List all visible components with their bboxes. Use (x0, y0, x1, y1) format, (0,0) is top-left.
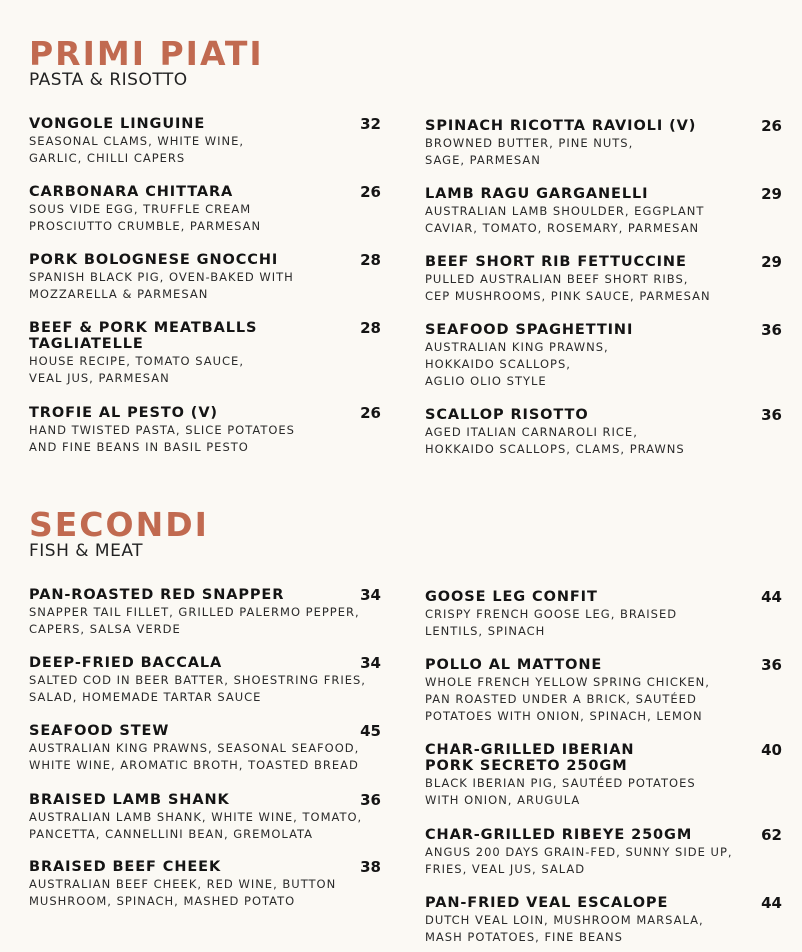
item-price: 45 (360, 722, 381, 740)
menu-item (29, 723, 381, 774)
item-price: 36 (360, 791, 381, 809)
item-name: SPINACH RICOTTA RAVIOLI (V) (425, 118, 697, 134)
item-description: CRISPY FRENCH GOOSE LEG, BRAISED LENTILS, SPINACH (425, 607, 678, 638)
item-price: 36 (761, 406, 782, 424)
item-name: PAN-FRIED VEAL ESCALOPE (425, 895, 669, 911)
item-name: LAMB RAGU GARGANELLI (425, 186, 649, 202)
menu-item (29, 320, 381, 387)
item-name: CHAR-GRILLED IBERIAN PORK SECRETO 250GM (425, 742, 635, 774)
item-description: DUTCH VEAL LOIN, MUSHROOM MARSALA, MASH POTATOES, FINE BEANS (425, 913, 704, 944)
item-price: 38 (360, 858, 381, 876)
menu-item (29, 405, 381, 456)
menu-item (29, 655, 381, 706)
section-title: SECONDI (29, 505, 209, 544)
menu-item (29, 792, 381, 843)
menu-item (29, 859, 381, 910)
item-description: AUSTRALIAN KING PRAWNS, SEASONAL SEAFOOD, WHITE WINE, AROMATIC BROTH, TOASTED BREAD (29, 741, 360, 772)
item-name: POLLO AL MATTONE (425, 657, 603, 673)
menu-item (425, 407, 782, 458)
item-price: 34 (360, 586, 381, 604)
item-name: BEEF SHORT RIB FETTUCCINE (425, 254, 687, 270)
item-price: 26 (360, 404, 381, 422)
menu-item (425, 895, 782, 946)
item-description: AUSTRALIAN BEEF CHEEK, RED WINE, BUTTON MUSHROOM, SPINACH, MASHED POTATO (29, 877, 337, 908)
item-description: AGED ITALIAN CARNAROLI RICE, HOKKAIDO SCALLOPS, CLAMS, PRAWNS (425, 425, 685, 456)
item-price: 26 (360, 183, 381, 201)
item-price: 36 (761, 321, 782, 339)
menu-item (29, 116, 381, 167)
item-price: 36 (761, 656, 782, 674)
item-name: CARBONARA CHITTARA (29, 184, 234, 200)
item-description: SPANISH BLACK PIG, OVEN-BAKED WITH MOZZARELLA & PARMESAN (29, 270, 294, 301)
item-description: SALTED COD IN BEER BATTER, SHOESTRING FRIES, SALAD, HOMEMADE TARTAR SAUCE (29, 673, 366, 704)
menu-item (425, 254, 782, 305)
section-subtitle: FISH & MEAT (29, 541, 144, 561)
item-price: 34 (360, 654, 381, 672)
menu-item (29, 587, 381, 638)
item-name: VONGOLE LINGUINE (29, 116, 206, 132)
section-subtitle: PASTA & RISOTTO (29, 70, 188, 90)
item-price: 26 (761, 117, 782, 135)
item-description: AUSTRALIAN LAMB SHANK, WHITE WINE, TOMATO, PANCETTA, CANNELLINI BEAN, GREMOLATA (29, 810, 363, 841)
item-description: SNAPPER TAIL FILLET, GRILLED PALERMO PEPPER, CAPERS, SALSA VERDE (29, 605, 360, 636)
item-name: PAN-ROASTED RED SNAPPER (29, 587, 285, 603)
item-name: SCALLOP RISOTTO (425, 407, 589, 423)
item-price: 40 (761, 741, 782, 759)
item-price: 62 (761, 826, 782, 844)
item-price: 32 (360, 115, 381, 133)
menu-item (425, 827, 782, 878)
menu-item (29, 184, 381, 235)
item-price: 44 (761, 894, 782, 912)
item-name: TROFIE AL PESTO (V) (29, 405, 218, 421)
item-price: 29 (761, 253, 782, 271)
item-name: SEAFOOD STEW (29, 723, 170, 739)
item-name: SEAFOOD SPAGHETTINI (425, 322, 634, 338)
item-description: HOUSE RECIPE, TOMATO SAUCE, VEAL JUS, PARMESAN (29, 354, 244, 385)
item-price: 29 (761, 185, 782, 203)
item-name: BRAISED LAMB SHANK (29, 792, 230, 808)
item-name: GOOSE LEG CONFIT (425, 589, 598, 605)
menu-item (425, 742, 782, 809)
item-description: ANGUS 200 DAYS GRAIN-FED, SUNNY SIDE UP, FRIES, VEAL JUS, SALAD (425, 845, 733, 876)
item-price: 28 (360, 251, 381, 269)
menu-item (425, 589, 782, 640)
item-price: 28 (360, 319, 381, 337)
section-title: PRIMI PIATI (29, 34, 264, 73)
item-name: PORK BOLOGNESE GNOCCHI (29, 252, 279, 268)
menu-item (425, 118, 782, 169)
menu-item (425, 322, 782, 390)
item-description: WHOLE FRENCH YELLOW SPRING CHICKEN, PAN ROASTED UNDER A BRICK, SAUTÉED POTATOES WITH ONION, SPINACH, LEMON (425, 675, 710, 723)
item-description: SEASONAL CLAMS, WHITE WINE, GARLIC, CHILLI CAPERS (29, 134, 245, 165)
item-description: AUSTRALIAN KING PRAWNS, HOKKAIDO SCALLOPS, AGLIO OLIO STYLE (425, 340, 609, 388)
item-description: HAND TWISTED PASTA, SLICE POTATOES AND FINE BEANS IN BASIL PESTO (29, 423, 295, 454)
menu-item (29, 252, 381, 303)
item-description: BROWNED BUTTER, PINE NUTS, SAGE, PARMESAN (425, 136, 634, 167)
item-description: SOUS VIDE EGG, TRUFFLE CREAM PROSCIUTTO CRUMBLE, PARMESAN (29, 202, 262, 233)
item-name: CHAR-GRILLED RIBEYE 250GM (425, 827, 693, 843)
item-name: DEEP-FRIED BACCALA (29, 655, 223, 671)
item-name: BRAISED BEEF CHEEK (29, 859, 222, 875)
item-name: BEEF & PORK MEATBALLS TAGLIATELLE (29, 320, 258, 352)
menu-item (425, 186, 782, 237)
item-description: BLACK IBERIAN PIG, SAUTÉED POTATOES WITH ONION, ARUGULA (425, 776, 696, 807)
item-description: PULLED AUSTRALIAN BEEF SHORT RIBS, CEP MUSHROOMS, PINK SAUCE, PARMESAN (425, 272, 711, 303)
menu-item (425, 657, 782, 725)
item-description: AUSTRALIAN LAMB SHOULDER, EGGPLANT CAVIAR, TOMATO, ROSEMARY, PARMESAN (425, 204, 705, 235)
item-price: 44 (761, 588, 782, 606)
